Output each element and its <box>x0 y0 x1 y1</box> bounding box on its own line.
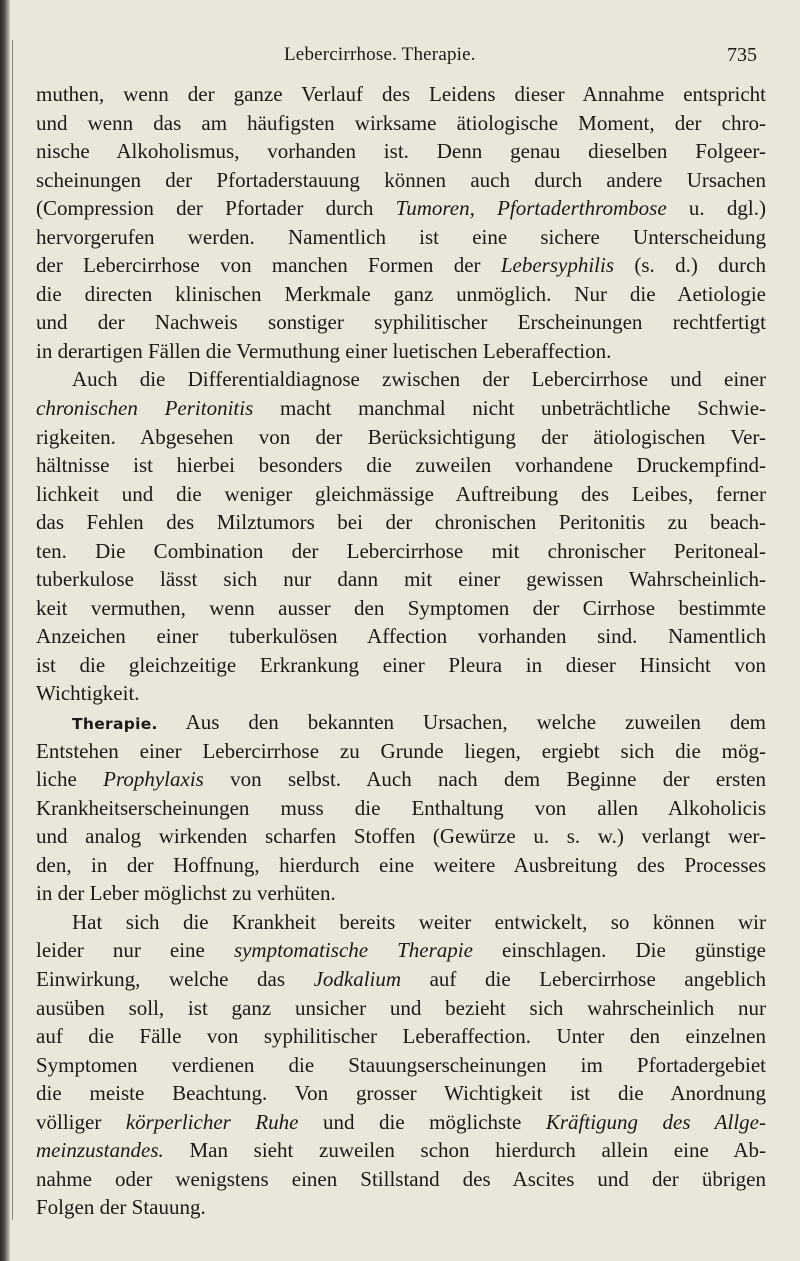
page-binding-edge <box>0 0 10 1261</box>
text-line <box>36 1051 766 1080</box>
text-line <box>36 622 766 651</box>
text-segment: und die möglichste <box>298 1109 546 1134</box>
emphasis-text: chronischen Peritonitis <box>36 396 254 421</box>
text-segment: Wichtigkeit. <box>36 681 140 706</box>
text-segment: völliger <box>36 1109 126 1134</box>
text-line <box>36 109 766 138</box>
text-line <box>36 1108 766 1137</box>
text-line <box>36 679 766 708</box>
emphasis-text: Jodkalium <box>313 966 402 991</box>
section-heading: Therapie. <box>72 715 158 734</box>
text-segment: Symptomen verdienen die Stauungserscheinungen im Pfortadergebiet <box>36 1052 766 1077</box>
text-segment: die directen klinischen Merkmale ganz unmöglich. Nur die Aetiologie <box>36 281 766 306</box>
page-header <box>0 44 800 74</box>
page-number: 735 <box>727 44 757 66</box>
text-segment: die meiste Beachtung. Von grosser Wichtigkeit ist die Anordnung <box>36 1081 766 1106</box>
text-segment: Krankheitserscheinungen muss die Enthaltung von allen Alkoholicis <box>36 795 766 820</box>
text-segment: nahme oder wenigstens einen Stillstand des Ascites und der übrigen <box>36 1166 766 1191</box>
text-segment: scheinungen der Pfortaderstauung können auch durch andere Ursachen <box>36 167 766 192</box>
text-segment: liche <box>36 767 104 792</box>
text-segment: das Fehlen des Milztumors bei der chronischen Peritonitis zu beach- <box>36 510 766 535</box>
text-segment: in der Leber möglichst zu verhüten. <box>36 881 336 906</box>
text-segment: muthen, wenn der ganze Verlauf des Leidens dieser Annahme entspricht <box>36 82 766 106</box>
text-line <box>36 337 766 366</box>
text-segment: Anzeichen einer tuberkulösen Affection vorhanden sind. Namentlich <box>36 624 766 649</box>
emphasis-text: meinzustandes. <box>36 1138 164 1163</box>
text-segment: und analog wirkenden scharfen Stoffen (Gewürze u. s. w.) verlangt wer- <box>36 824 766 849</box>
text-segment: lichkeit und die weniger gleichmässige Auftreibung des Leibes, ferner <box>36 481 766 506</box>
text-segment: und der Nachweis sonstiger syphilitischer Erscheinungen rechtfertigt <box>36 310 766 335</box>
text-segment: von selbst. Auch nach dem Beginne der ersten <box>203 767 766 792</box>
emphasis-text: symptomatische Therapie <box>233 938 473 963</box>
text-line <box>36 594 766 623</box>
text-segment: hervorgerufen werden. Namentlich ist eine sichere Unterscheidung <box>36 224 766 249</box>
text-segment: Folgen der Stauung. <box>36 1195 206 1220</box>
text-segment: macht manchmal nicht unbeträchtliche Schwie- <box>253 396 767 421</box>
text-segment: rigkeiten. Abgesehen von der Berücksichtigung der ätiologischen Ver- <box>36 424 766 449</box>
text-segment: ausüben soll, ist ganz unsicher und bezieht sich wahrscheinlich nur <box>36 995 766 1020</box>
text-segment: einschlagen. Die günstige <box>472 938 766 963</box>
text-segment: Einwirkung, welche das <box>36 966 314 991</box>
text-segment: u. dgl.) <box>666 196 767 221</box>
text-line <box>36 480 766 509</box>
text-segment: auf die Fälle von syphilitischer Leberaffection. Unter den einzelnen <box>36 1024 766 1049</box>
text-line <box>36 251 766 280</box>
text-line <box>36 965 766 994</box>
text-segment: Auch die Differentialdiagnose zwischen der Lebercirrhose und einer <box>72 367 766 392</box>
text-segment: Entstehen einer Lebercirrhose zu Grunde liegen, ergiebt sich die mög- <box>36 738 766 763</box>
page-edge-line <box>12 40 13 1220</box>
text-line <box>36 423 766 452</box>
text-line <box>36 822 766 851</box>
text-line <box>36 1079 766 1108</box>
text-line <box>36 537 766 566</box>
text-segment: (Compression der Pfortader durch <box>36 196 396 221</box>
text-segment: der Lebercirrhose von manchen Formen der <box>36 253 501 278</box>
text-line <box>36 280 766 309</box>
text-line <box>36 708 766 737</box>
text-line <box>36 565 766 594</box>
text-line <box>36 851 766 880</box>
emphasis-text: Kräftigung des Allge- <box>545 1109 766 1134</box>
body-text <box>36 80 766 1222</box>
text-segment: Hat sich die Krankheit bereits weiter entwickelt, so können wir <box>72 909 766 934</box>
text-segment: keit vermuthen, wenn ausser den Symptomen der Cirrhose bestimmte <box>36 595 766 620</box>
text-segment: leider nur eine <box>36 938 234 963</box>
text-line <box>36 765 766 794</box>
text-segment: ist die gleichzeitige Erkrankung einer Pleura in dieser Hinsicht von <box>36 652 766 677</box>
text-line <box>36 137 766 166</box>
emphasis-text: Lebersyphilis <box>500 253 615 278</box>
text-line <box>36 908 766 937</box>
emphasis-text: Tumoren, Pfortaderthrombose <box>395 196 667 221</box>
text-segment: den, in der Hoffnung, hierdurch eine weitere Ausbreitung des Processes <box>36 852 766 877</box>
emphasis-text: Prophylaxis <box>103 767 204 792</box>
emphasis-text: körperlicher Ruhe <box>125 1109 299 1134</box>
text-line <box>36 508 766 537</box>
text-segment: Aus den bekannten Ursachen, welche zuweilen dem <box>157 710 766 735</box>
text-line <box>36 451 766 480</box>
text-line <box>36 737 766 766</box>
text-line <box>36 166 766 195</box>
text-line <box>36 223 766 252</box>
text-segment: nische Alkoholismus, vorhanden ist. Denn genau dieselben Folgeer- <box>36 139 766 164</box>
text-line <box>36 194 766 223</box>
text-line <box>36 936 766 965</box>
text-segment: tuberkulose lässt sich nur dann mit einer gewissen Wahrscheinlich- <box>36 567 766 592</box>
text-line <box>36 308 766 337</box>
running-title: Lebercirrhose. Therapie. <box>284 44 476 65</box>
text-line <box>36 80 766 109</box>
text-line <box>36 1193 766 1222</box>
text-segment: und wenn das am häufigsten wirksame ätiologische Moment, der chro- <box>36 110 766 135</box>
text-line <box>36 394 766 423</box>
text-segment: hältnisse ist hierbei besonders die zuweilen vorhandene Druckempfind- <box>36 453 766 478</box>
text-segment: Man sieht zuweilen schon hierdurch allein eine Ab- <box>163 1138 766 1163</box>
text-line <box>36 365 766 394</box>
text-line <box>36 1136 766 1165</box>
text-segment: (s. d.) durch <box>614 253 766 278</box>
text-segment: auf die Lebercirrhose angeblich <box>401 966 766 991</box>
text-line <box>36 794 766 823</box>
text-line <box>36 1022 766 1051</box>
text-line <box>36 994 766 1023</box>
text-segment: ten. Die Combination der Lebercirrhose mit chronischer Peritoneal- <box>36 538 766 563</box>
text-line <box>36 651 766 680</box>
text-line <box>36 879 766 908</box>
text-line <box>36 1165 766 1194</box>
text-segment: in derartigen Fällen die Vermuthung einer luetischen Leberaffection. <box>36 338 612 363</box>
